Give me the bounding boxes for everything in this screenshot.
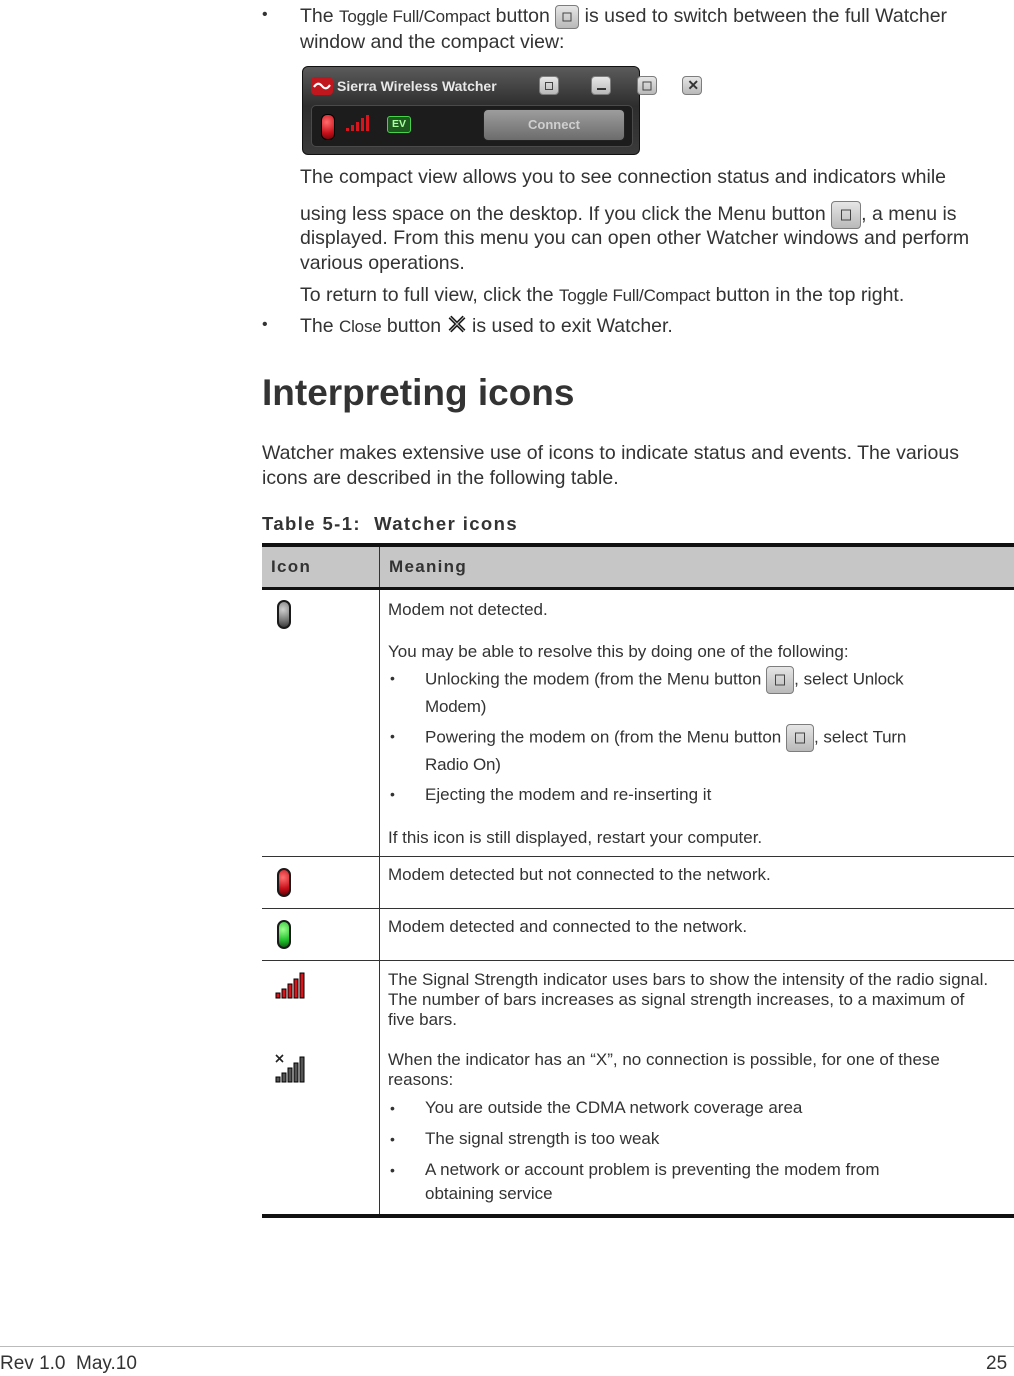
header-meaning: Meaning xyxy=(380,545,1014,589)
text-segment: , select xyxy=(794,669,853,689)
section-intro-line2: icons are described in the following table. xyxy=(262,467,619,489)
red-led-icon xyxy=(277,868,291,897)
table-row xyxy=(262,589,1014,857)
return-full-view-para xyxy=(300,283,904,308)
ev-network-badge: EV xyxy=(387,116,411,133)
list-item xyxy=(388,724,1006,777)
list-item xyxy=(388,1096,1006,1120)
gray-led-icon xyxy=(277,600,291,629)
text-segment: button xyxy=(381,315,447,337)
bullet-marker: • xyxy=(390,1162,395,1178)
minimize-button[interactable] xyxy=(591,76,611,95)
list-item xyxy=(388,1158,1006,1206)
meaning-text: The Signal Strength indicator uses bars to show the intensity of the radio signal. The number of bars increases as signal strength increases, to a maximum of five bars. xyxy=(388,970,989,1029)
meaning-text: Modem not detected. xyxy=(388,600,548,619)
compact-para-line4: various operations. xyxy=(300,252,465,274)
text-segment: Ejecting the modem and re-inserting it xyxy=(425,785,712,804)
text-segment: Powering the modem on (from the Menu button xyxy=(425,727,786,747)
red-led-icon xyxy=(321,114,335,140)
icon-cell xyxy=(262,589,380,857)
unlock-modem-label: Unlock xyxy=(852,669,904,689)
toggle-full-compact-label: Toggle Full/Compact xyxy=(559,286,711,305)
bullet-marker: • xyxy=(262,6,268,23)
table-caption: Table 5-1: Watcher icons xyxy=(262,513,519,534)
sierra-logo-icon xyxy=(311,77,333,95)
section-heading: Interpreting icons xyxy=(262,372,575,413)
compact-para-line1: The compact view allows you to see connection status and indicators while xyxy=(300,166,947,188)
text-segment: using less space on the desktop. If you click the Menu button xyxy=(300,203,832,226)
table-row xyxy=(262,857,1014,909)
text-segment: ) xyxy=(480,697,487,716)
text-segment: The xyxy=(300,315,340,337)
menu-icon xyxy=(786,724,814,752)
close-label: Close xyxy=(339,317,382,336)
close-button[interactable]: ✕ xyxy=(682,76,702,95)
no-signal-x-icon xyxy=(275,1054,307,1084)
watcher-icons-table xyxy=(262,543,1014,1218)
toggle-bullet-line2: window and the compact view: xyxy=(300,31,565,53)
meaning-cell xyxy=(380,961,1014,1217)
text-segment: is used to switch between the full Watcher xyxy=(579,5,948,27)
compact-watcher-window xyxy=(302,66,700,155)
table-header-row xyxy=(262,545,1014,589)
list-item xyxy=(388,666,1006,719)
bullet-marker: • xyxy=(262,316,268,333)
toggle-full-compact-icon xyxy=(555,5,579,29)
turn-radio-on-label: Radio On xyxy=(425,755,496,774)
text-segment: A network or account problem is preventing the modem from obtaining service xyxy=(425,1160,880,1203)
text-segment: , select xyxy=(813,727,873,747)
menu-icon xyxy=(766,666,794,694)
unlock-modem-label: Modem xyxy=(425,697,481,716)
green-led-icon xyxy=(277,920,291,949)
toggle-bullet-line1 xyxy=(300,4,947,29)
text-segment: ) xyxy=(495,755,501,774)
list-item xyxy=(388,1127,1006,1151)
bullet-marker: • xyxy=(390,728,395,744)
text-segment: button in the top right. xyxy=(710,284,905,306)
text-segment: The xyxy=(300,5,340,27)
text-segment: To return to full view, click the xyxy=(300,284,560,306)
watcher-title: Sierra Wireless Watcher xyxy=(337,78,497,94)
bullet-marker: • xyxy=(390,1131,395,1147)
toggle-full-compact-label: Toggle Full/Compact xyxy=(339,7,491,26)
compact-para-line3: displayed. From this menu you can open other Watcher windows and perform xyxy=(300,227,970,249)
text-segment: button xyxy=(490,5,556,27)
table-row xyxy=(262,909,1014,961)
revision-label: Rev 1.0 May.10 xyxy=(0,1353,137,1374)
icon-cell xyxy=(262,857,380,909)
text-segment: The signal strength is too weak xyxy=(425,1129,660,1148)
list-item xyxy=(388,782,1006,807)
table-row xyxy=(262,961,1014,1217)
meaning-text: If this icon is still displayed, restart your computer. xyxy=(388,828,763,847)
header-icon: Icon xyxy=(262,545,380,589)
text-segment: is used to exit Watcher. xyxy=(466,315,673,337)
meaning-text: You may be able to resolve this by doing one of the following: xyxy=(388,642,849,661)
bullet-marker: • xyxy=(390,786,395,802)
meaning-text: Modem detected and connected to the network. xyxy=(388,917,748,936)
meaning-cell xyxy=(380,909,1014,961)
meaning-cell xyxy=(380,857,1014,909)
icon-cell xyxy=(262,961,380,1217)
meaning-cell xyxy=(380,589,1014,857)
bullet-marker: • xyxy=(390,670,395,686)
section-intro-line1: Watcher makes extensive use of icons to indicate status and events. The various xyxy=(262,442,959,464)
close-x-icon xyxy=(447,315,467,333)
menu-icon xyxy=(831,201,861,229)
page-number: 25 xyxy=(986,1353,1008,1374)
connect-button[interactable]: Connect xyxy=(483,109,625,141)
compact-para-line2 xyxy=(300,201,957,229)
close-bullet xyxy=(300,314,673,339)
menu-button[interactable] xyxy=(539,76,559,95)
icon-cell xyxy=(262,909,380,961)
text-segment: You are outside the CDMA network coverage area xyxy=(425,1098,803,1117)
text-segment: Unlocking the modem (from the Menu button xyxy=(425,669,767,689)
signal-strength-icon xyxy=(345,114,373,132)
text-segment: , a menu is xyxy=(861,203,957,226)
meaning-text: When the indicator has an “X”, no connection is possible, for one of these reasons: xyxy=(388,1050,940,1089)
page-footer-rule xyxy=(0,1346,1014,1347)
meaning-text: Modem detected but not connected to the network. xyxy=(388,865,771,884)
toggle-full-compact-button[interactable] xyxy=(637,76,657,95)
bullet-marker: • xyxy=(390,1100,395,1116)
signal-strength-icon xyxy=(275,972,307,1000)
turn-radio-on-label: Turn xyxy=(872,727,907,747)
